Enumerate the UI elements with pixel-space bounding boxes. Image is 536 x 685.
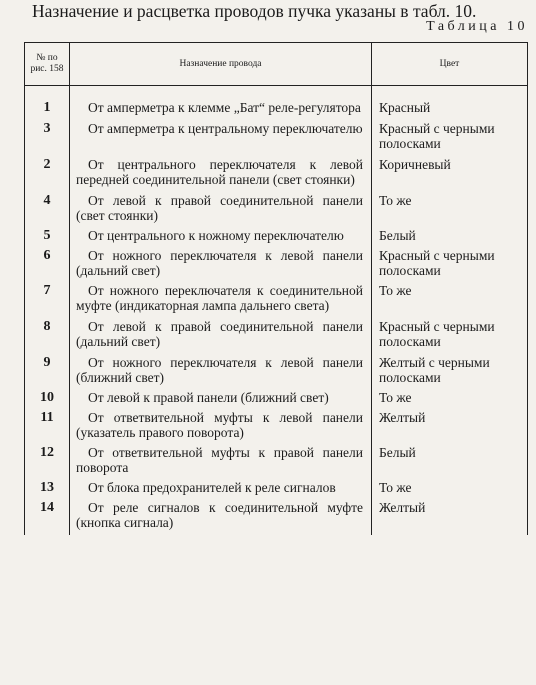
table-body [25,86,528,536]
table-row [25,500,528,535]
row-number: 8 [25,319,70,355]
row-color: Желтый [372,500,528,535]
row-color: То же [372,480,528,500]
row-color: Красный с черными полосками [372,319,528,355]
spacer-cell [372,86,528,101]
row-color: Желтый [372,410,528,445]
row-purpose: От центрального к ножному переключателю [70,228,372,248]
row-number: 9 [25,355,70,390]
row-color: То же [372,283,528,319]
row-number: 11 [25,410,70,445]
table-row [25,319,528,355]
row-number: 1 [25,100,70,121]
row-purpose: От блока предохранителей к реле сигналов [70,480,372,500]
row-color: То же [372,390,528,410]
row-color: Белый [372,445,528,480]
row-purpose: От реле сигналов к соединительной муфте (кнопка сигнала) [70,500,372,535]
table-row [25,445,528,480]
row-purpose: От ножного переключателя к соединительной муфте (индикаторная лампа дальнего света) [70,283,372,319]
row-number: 13 [25,480,70,500]
row-number: 6 [25,248,70,283]
row-color: То же [372,193,528,228]
spacer-cell [70,86,372,101]
intro-paragraph: Назначение и расцветка проводов пучка указаны в табл. 10. [32,1,477,21]
row-purpose: От ножного переключателя к левой панели (дальний свет) [70,248,372,283]
row-purpose: От амперметра к центральному переключателю [70,121,372,157]
table-row [25,355,528,390]
row-purpose: От левой к правой соединительной панели (дальний свет) [70,319,372,355]
row-color: Коричневый [372,157,528,193]
row-purpose: От левой к правой соединительной панели (свет стоянки) [70,193,372,228]
table-row [25,283,528,319]
spacer-cell [25,86,70,101]
table-row [25,410,528,445]
table-row [25,193,528,228]
table-spacer-row [25,86,528,101]
row-number: 4 [25,193,70,228]
row-number: 7 [25,283,70,319]
table-row [25,228,528,248]
row-color: Красный [372,100,528,121]
table-row [25,100,528,121]
header-num-line2: рис. 158 [30,64,64,74]
row-number: 3 [25,121,70,157]
header-color: Цвет [372,43,528,86]
row-purpose: От центрального переключателя к левой передней соединительной панели (свет стоянки) [70,157,372,193]
table-title: Таблица 10 [426,19,528,34]
row-color: Желтый с черными полосками [372,355,528,390]
row-number: 10 [25,390,70,410]
table-row [25,121,528,157]
row-color: Белый [372,228,528,248]
row-number: 12 [25,445,70,480]
header-num [25,43,70,86]
table-row [25,157,528,193]
header-purpose: Назначение провода [70,43,372,86]
row-purpose: От ответвительной муфты к правой панели поворота [70,445,372,480]
table-header-row [25,43,528,86]
header-num-line1: № по [36,53,58,63]
table-row [25,480,528,500]
row-number: 2 [25,157,70,193]
row-purpose: От амперметра к клемме „Бат“ реле-регулятора [70,100,372,121]
row-color: Красный с черными полосками [372,248,528,283]
row-number: 5 [25,228,70,248]
wire-table [24,42,528,535]
row-purpose: От ножного переключателя к левой панели (ближний свет) [70,355,372,390]
table-row [25,390,528,410]
row-purpose: От ответвительной муфты к левой панели (указатель правого поворота) [70,410,372,445]
row-color: Красный с черными полосками [372,121,528,157]
table-row [25,248,528,283]
row-purpose: От левой к правой панели (ближний свет) [70,390,372,410]
row-number: 14 [25,500,70,535]
